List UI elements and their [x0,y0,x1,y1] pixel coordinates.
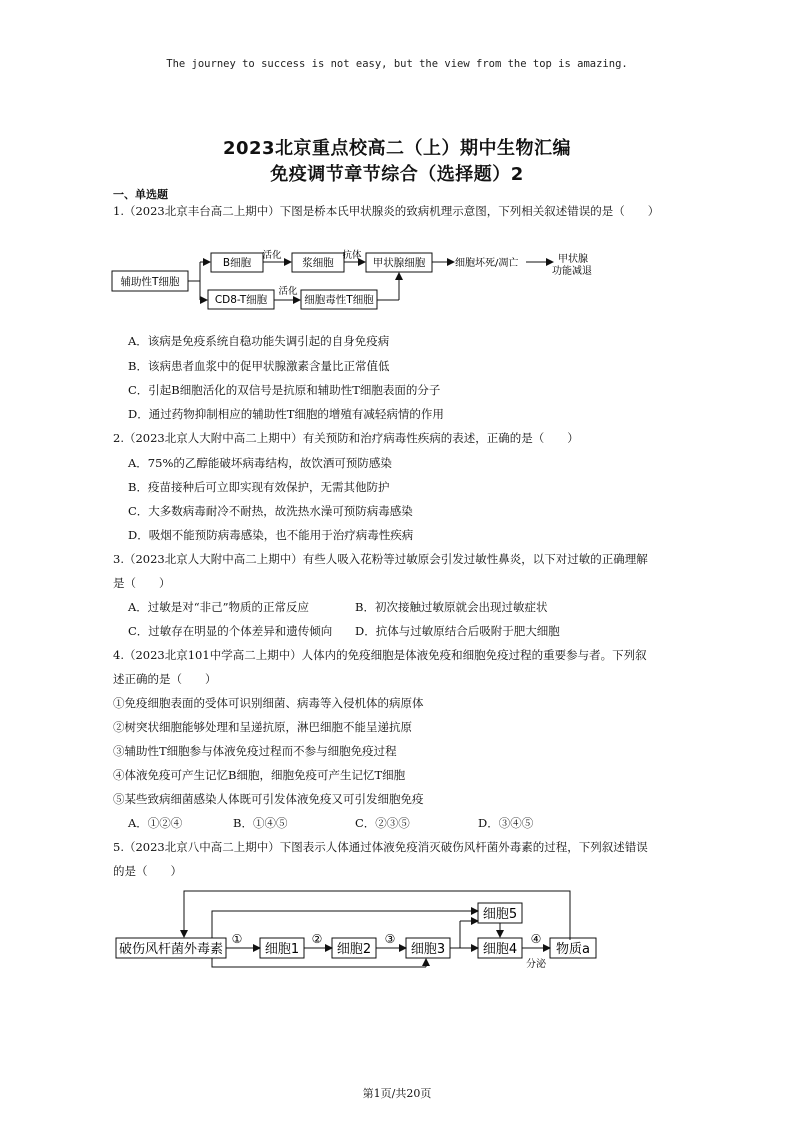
step-3-label: ③ [384,932,396,946]
question-3-option-a[interactable]: A．过敏是对“非己”物质的正常反应 [128,600,310,614]
page-footer: 第1页/共20页 [362,1087,432,1100]
question-1-option-c[interactable]: C．引起B细胞活化的双信号是抗原和辅助性T细胞表面的分子 [128,383,441,397]
question-2-option-a[interactable]: A．75%的乙醇能破坏病毒结构，故饮酒可预防感染 [128,456,392,470]
question-1-option-a[interactable]: A．该病是免疫系统自稳功能失调引起的自身免疫病 [128,334,390,348]
question-1-diagram [108,238,628,328]
question-5-diagram [108,885,608,975]
helper-t-label: 辅助性T细胞 [120,276,180,288]
question-4-statement-3: ③辅助性T细胞参与体液免疫过程而不参与细胞免疫过程 [113,744,397,758]
question-4-option-a[interactable]: A．①②④ [128,816,183,830]
question-2-option-c[interactable]: C．大多数病毒耐冷不耐热，故洗热水澡可预防病毒感染 [128,504,413,518]
question-4-stem: 4.（2023北京101中学高二上期中）人体内的免疫细胞是体液免疫和细胞免疫过程的重要参与者。下列叙 [113,648,647,662]
ctl-label: 细胞毒性T细胞 [304,294,374,306]
section-heading: 一、单选题 [113,188,168,201]
question-1-stem: 1.（2023北京丰台高二上期中）下图是桥本氏甲状腺炎的致病机理示意图，下列相关叙述错误的是（ ） [113,204,660,218]
b-cell-label: B细胞 [222,257,252,269]
result-label-line2: 功能减退 [552,266,592,277]
question-4-option-b[interactable]: B．①④⑤ [233,816,288,830]
cd8-label: CD8-T细胞 [214,294,268,306]
feedback-arrowhead [180,930,188,938]
cell5-label: 细胞5 [482,907,518,922]
question-4-statement-5: ⑤某些致病细菌感染人体既可引发体液免疫又可引发细胞免疫 [113,792,424,806]
question-3-option-c[interactable]: C．过敏存在明显的个体差异和遗传倾向 [128,624,333,638]
question-4-statement-1: ①免疫细胞表面的受体可识别细菌、病毒等入侵机体的病原体 [113,696,424,710]
question-3-stem: 3.（2023北京人大附中高二上期中）有些人吸入花粉等过敏原会引发过敏性鼻炎，以下对过敏的正确理解 [113,552,648,566]
secrete-label: 分泌 [526,959,546,970]
toxin-label: 破伤风杆菌外毒素 [118,942,224,957]
bypass-upper-line [212,911,478,938]
antibody-label: 抗体 [342,250,362,261]
page-title: 2023北京重点校高二（上）期中生物汇编 [222,138,572,159]
question-3-option-b[interactable]: B．初次接触过敏原就会出现过敏症状 [355,600,548,614]
thyroid-label: 甲状腺细胞 [372,257,426,269]
question-4-stem-cont: 述正确的是（ ） [113,672,217,686]
question-1-option-b[interactable]: B．该病患者血浆中的促甲状腺激素含量比正常值低 [128,359,390,373]
question-1-option-d[interactable]: D．通过药物抑制相应的辅助性T细胞的增殖有减轻病情的作用 [128,407,444,421]
cell1-label: 细胞1 [264,942,300,957]
question-2-option-d[interactable]: D．吸烟不能预防病毒感染，也不能用于治疗病毒性疾病 [128,528,414,542]
plasma-label: 浆细胞 [302,257,334,269]
activate-label-1: 活化 [262,250,282,261]
question-4-statement-4: ④体液免疫可产生记忆B细胞，细胞免疫可产生记忆T细胞 [113,768,406,782]
cell4-label: 细胞4 [482,942,518,957]
question-3-stem-cont: 是（ ） [113,576,171,590]
cell3-label: 细胞3 [410,942,446,957]
question-3-option-d[interactable]: D．抗体与过敏原结合后吸附于肥大细胞 [355,624,560,638]
question-4-option-d[interactable]: D．③④⑤ [478,816,534,830]
substance-label: 物质a [556,942,590,957]
result-label-line1: 甲状腺 [558,254,588,265]
question-2-stem: 2.（2023北京人大附中高二上期中）有关预防和治疗病毒性疾病的表述，正确的是（ ） [113,431,579,445]
bypass-lower-line [212,958,378,967]
question-5-stem-cont: 的是（ ） [113,864,182,878]
page-subtitle: 免疫调节章节综合（选择题）2 [270,164,524,185]
step-2-label: ② [311,932,323,946]
question-4-option-c[interactable]: C．②③⑤ [355,816,410,830]
header-motto: The journey to success is not easy, but the view from the top is amazing. [166,58,628,70]
damage-label: 细胞坏死/凋亡 [455,258,519,269]
activate-label-2: 活化 [278,286,298,297]
step-1-label: ① [231,932,243,946]
cell2-label: 细胞2 [336,942,372,957]
question-5-stem: 5.（2023北京八中高二上期中）下图表示人体通过体液免疫消灭破伤风杆菌外毒素的过程，下列叙述错误 [113,840,648,854]
question-2-option-b[interactable]: B．疫苗接种后可立即实现有效保护，无需其他防护 [128,480,390,494]
question-4-statement-2: ②树突状细胞能够处理和呈递抗原，淋巴细胞不能呈递抗原 [113,720,412,734]
step-4-label: ④ [530,932,542,946]
